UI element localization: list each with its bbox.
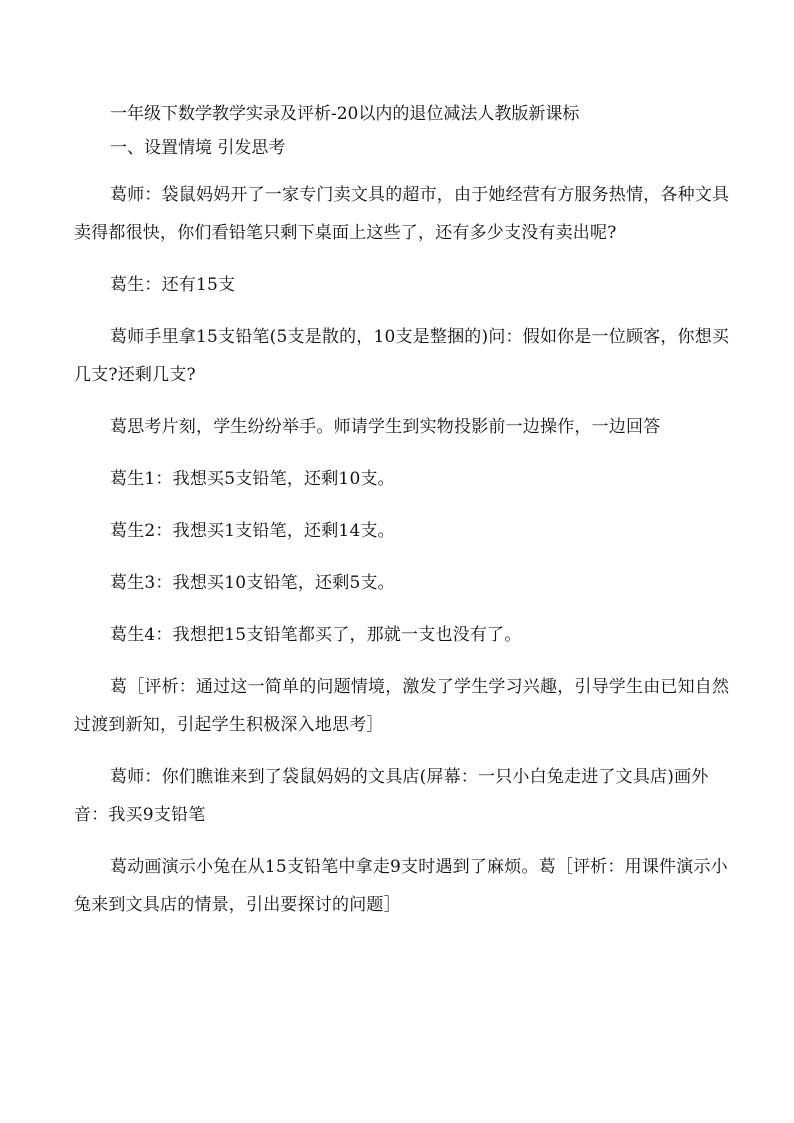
paragraph-animation-commentary: 葛动画演示小兔在从15支铅笔中拿走9支时遇到了麻烦。葛［评析：用课件演示小兔来到文具店的情景，引出要探讨的问题］	[74, 857, 728, 915]
paragraph-student-3: 葛生3：我想买10支铅笔，还剩5支。	[110, 573, 395, 593]
paragraph-teacher-rabbit: 葛师：你们瞧谁来到了袋鼠妈妈的文具店(屏幕：一只小白兔走进了文具店)画外音：我买9支铅笔	[74, 767, 709, 825]
paragraph-teacher-intro: 葛师：袋鼠妈妈开了一家专门卖文具的超市，由于她经营有方服务热情，各种文具卖得都很快，你们看铅笔只剩下桌面上这些了，还有多少支没有卖出呢?	[74, 185, 730, 243]
section-heading: 一、设置情境 引发思考	[110, 138, 286, 158]
paragraph-commentary-1: 葛［评析：通过这一简单的问题情境，激发了学生学习兴趣，引导学生由已知自然过渡到新知，引起学生积极深入地思考］	[74, 677, 730, 735]
paragraph-thinking: 葛思考片刻，学生纷纷举手。师请学生到实物投影前一边操作，一边回答	[110, 417, 661, 437]
paragraph-student-1: 葛生1：我想买5支铅笔，还剩10支。	[110, 469, 395, 489]
paragraph-student-answer: 葛生：还有15支	[110, 275, 236, 295]
paragraph-student-4: 葛生4：我想把15支铅笔都买了，那就一支也没有了。	[110, 625, 522, 645]
paragraph-teacher-question: 葛师手里拿15支铅笔(5支是散的，10支是整捆的)问：假如你是一位顾客，你想买几支?还剩几支?	[74, 327, 730, 385]
document-title: 一年级下数学教学实录及评析-20以内的退位减法人教版新课标	[110, 104, 580, 124]
document-body	[74, 100, 734, 924]
paragraph-student-2: 葛生2：我想买1支铅笔，还剩14支。	[110, 521, 395, 541]
